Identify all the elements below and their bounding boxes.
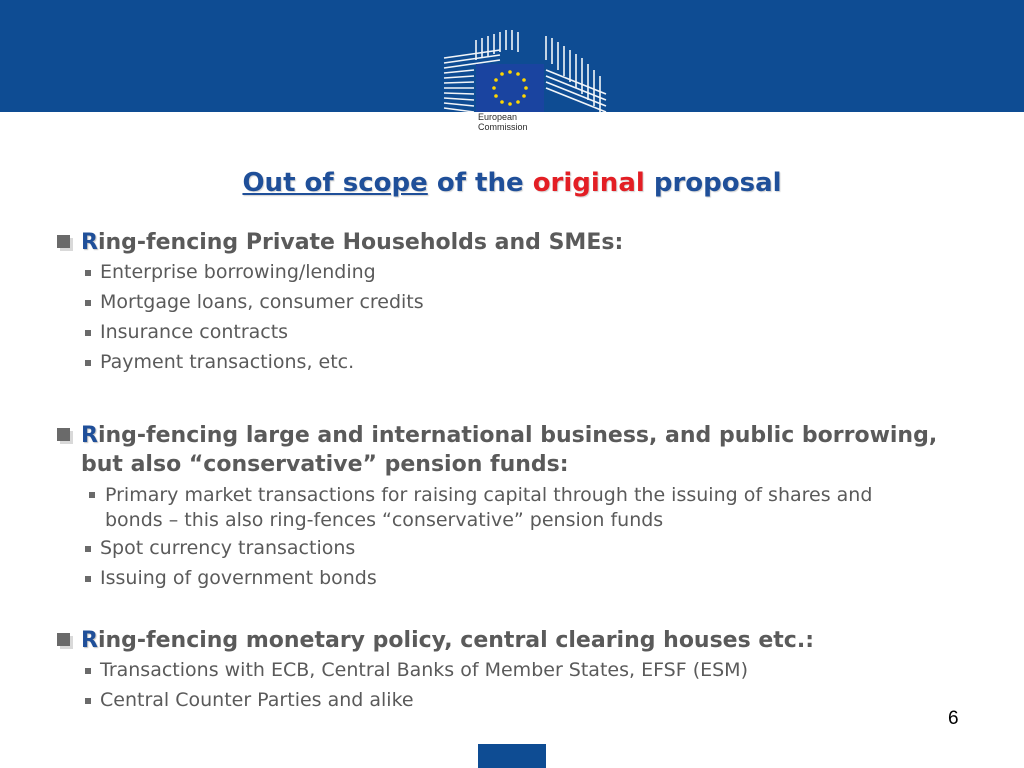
heading-text: ing-fencing Private Households and SMEs: — [97, 230, 624, 255]
logo-text — [478, 112, 528, 132]
heading-lead-letter: R — [81, 230, 98, 255]
square-bullet-icon — [57, 428, 70, 441]
list-item-text: Central Counter Parties and alike — [100, 689, 414, 711]
title-part3: original — [532, 168, 645, 198]
list-item — [57, 257, 961, 287]
heading-text: ing-fencing monetary policy, central clearing houses etc.: — [97, 628, 814, 653]
square-bullet-icon — [57, 633, 70, 646]
section-business — [57, 421, 961, 593]
small-square-bullet-icon — [85, 698, 91, 704]
small-square-bullet-icon — [89, 492, 95, 498]
logo-text-line1: European — [478, 112, 518, 122]
logo-text-line2: Commission — [478, 122, 528, 132]
list-item-text: Mortgage loans, consumer credits — [100, 291, 424, 313]
heading-lead-letter: R — [81, 423, 98, 448]
list-item-text: Payment transactions, etc. — [100, 351, 355, 373]
page-number: 6 — [948, 708, 959, 729]
list-item-text: Spot currency transactions — [100, 537, 356, 559]
list-item-text: Enterprise borrowing/lending — [100, 261, 376, 283]
small-square-bullet-icon — [85, 668, 91, 674]
list-item — [57, 655, 961, 685]
list-item-text: Primary market transactions for raising capital through the issuing of shares and bonds – this also ring-fences “conservative” pension funds — [105, 484, 873, 531]
title-part1: Out of scope — [242, 168, 428, 198]
section-monetary — [57, 626, 961, 715]
small-square-bullet-icon — [85, 360, 91, 366]
list-item — [57, 317, 961, 347]
slide-title — [0, 168, 1024, 198]
list-item — [57, 483, 925, 533]
small-square-bullet-icon — [85, 576, 91, 582]
list-item — [57, 685, 961, 715]
heading-lead-letter: R — [81, 628, 98, 653]
small-square-bullet-icon — [85, 546, 91, 552]
footer-tab — [478, 744, 546, 768]
list-item — [57, 287, 961, 317]
title-part4: proposal — [644, 168, 782, 198]
sub-list — [57, 483, 961, 593]
section-heading — [57, 421, 961, 479]
small-square-bullet-icon — [85, 270, 91, 276]
list-item-text: Transactions with ECB, Central Banks of Member States, EFSF (ESM) — [100, 659, 748, 681]
square-bullet-icon — [57, 235, 70, 248]
european-commission-logo — [440, 30, 610, 142]
small-square-bullet-icon — [85, 300, 91, 306]
title-part2: of the — [427, 168, 533, 198]
list-item — [57, 563, 961, 593]
list-item-text: Issuing of government bonds — [100, 567, 377, 589]
heading-text: ing-fencing large and international business, and public borrowing, but also “conservative” pension funds: — [81, 423, 938, 477]
sub-list — [57, 257, 961, 377]
small-square-bullet-icon — [85, 330, 91, 336]
list-item — [57, 533, 961, 563]
list-item — [57, 347, 961, 377]
list-item-text: Insurance contracts — [100, 321, 289, 343]
section-heading — [57, 228, 961, 257]
section-heading — [57, 626, 961, 655]
sub-list — [57, 655, 961, 715]
section-households — [57, 228, 961, 377]
